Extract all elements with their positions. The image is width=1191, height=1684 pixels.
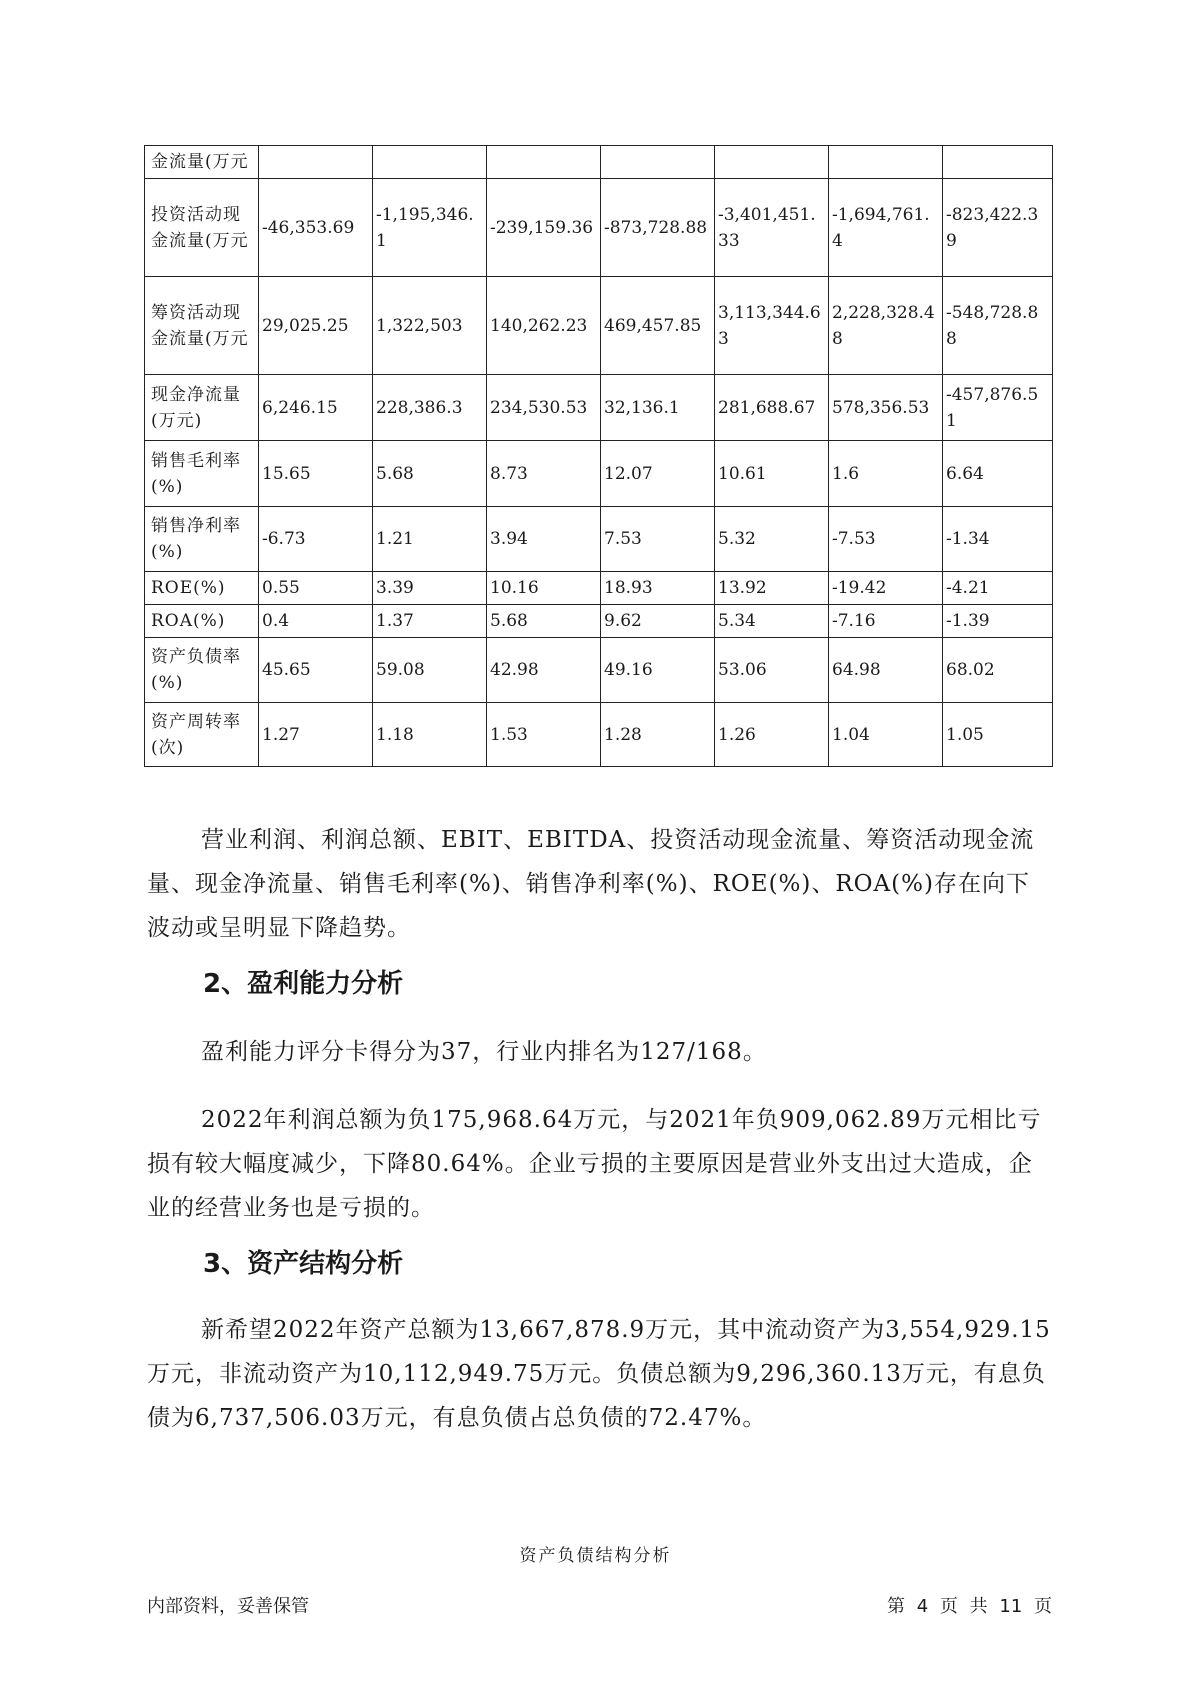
table-cell: 0.4: [259, 605, 373, 638]
table-cell: 5.34: [715, 605, 829, 638]
row-label-cell: [145, 638, 259, 703]
row-label-text: 资产负债率: [151, 647, 241, 667]
table-cell: 1.37: [373, 605, 487, 638]
table-cell: 1.26: [715, 703, 829, 767]
table-row: [145, 572, 1053, 605]
row-label-cell: [145, 507, 259, 572]
table-cell: -46,353.69: [259, 179, 373, 277]
table-cell: 29,025.25: [259, 277, 373, 375]
table-cell: [715, 146, 829, 179]
table-cell: 10.61: [715, 441, 829, 507]
table-row: [145, 605, 1053, 638]
table-cell: 1.04: [829, 703, 943, 767]
trend-summary-paragraph: 营业利润、利润总额、EBIT、EBITDA、投资活动现金流量、筹资活动现金流量、现金净流量、销售毛利率(%)、销售净利率(%)、ROE(%)、ROA(%)存在向下波动或呈明显下降趋势。: [147, 827, 1035, 941]
table-cell: 32,136.1: [601, 375, 715, 441]
profitability-score-paragraph: 盈利能力评分卡得分为37，行业内排名为127/168。: [201, 1039, 767, 1065]
row-label-text: 金流量(万元: [151, 230, 249, 251]
row-label-text: 现金净流量: [151, 384, 241, 405]
table-cell: -19.42: [829, 572, 943, 605]
table-cell: 1,322,503: [373, 277, 487, 375]
table-row: [145, 179, 1053, 277]
row-label-text: 投资活动现: [151, 204, 241, 225]
table-cell: 578,356.53: [829, 375, 943, 441]
table-cell: 2,228,328.48: [829, 277, 943, 375]
table-cell: 45.65: [259, 638, 373, 703]
row-label-text: 销售毛利率: [151, 450, 241, 471]
table-cell: 6,246.15: [259, 375, 373, 441]
table-row: [145, 277, 1053, 375]
table-cell: [829, 146, 943, 179]
table-cell: 228,386.3: [373, 375, 487, 441]
table-cell: 64.98: [829, 638, 943, 703]
row-label-text: 筹资活动现: [151, 302, 241, 323]
table-cell: 140,262.23: [487, 277, 601, 375]
row-label-cell: [145, 605, 259, 638]
table-row: [145, 146, 1053, 179]
row-label-text: (万元): [151, 410, 203, 431]
table-cell: 42.98: [487, 638, 601, 703]
row-label-text: ROA(%): [151, 611, 226, 631]
footer-page-number: 第 4 页 共 11 页: [887, 1596, 1052, 1617]
footer-confidential-note: 内部资料，妥善保管: [147, 1596, 309, 1617]
table-cell: [601, 146, 715, 179]
table-cell: [487, 146, 601, 179]
table-cell: -457,876.51: [943, 375, 1053, 441]
table-cell: 18.93: [601, 572, 715, 605]
table-cell: 59.08: [373, 638, 487, 703]
table-cell: 13.92: [715, 572, 829, 605]
row-label-cell: [145, 441, 259, 507]
table-cell: 10.16: [487, 572, 601, 605]
table-cell: [259, 146, 373, 179]
row-label-text: (%): [151, 673, 184, 693]
table-cell: 6.64: [943, 441, 1053, 507]
table-cell: -7.16: [829, 605, 943, 638]
table-cell: -1.39: [943, 605, 1053, 638]
table-cell: 5.68: [487, 605, 601, 638]
table-cell: 3,113,344.63: [715, 277, 829, 375]
table-cell: 234,530.53: [487, 375, 601, 441]
table-cell: -548,728.88: [943, 277, 1053, 375]
table-cell: 5.32: [715, 507, 829, 572]
row-label-cell: [145, 375, 259, 441]
table-cell: 0.55: [259, 572, 373, 605]
row-label-cell: [145, 703, 259, 767]
row-label-text: 销售净利率: [151, 516, 241, 536]
table-cell: 1.27: [259, 703, 373, 767]
section-heading-asset-structure: 3、资产结构分析: [203, 1249, 404, 1279]
table-cell: 469,457.85: [601, 277, 715, 375]
table-cell: -239,159.36: [487, 179, 601, 277]
table-cell: -4.21: [943, 572, 1053, 605]
table-row: [145, 507, 1053, 572]
table-row: [145, 375, 1053, 441]
row-label-text: 金流量(万元: [151, 152, 249, 172]
table-cell: -3,401,451.33: [715, 179, 829, 277]
table-cell: 1.18: [373, 703, 487, 767]
table-cell: 5.68: [373, 441, 487, 507]
table-cell: 1.21: [373, 507, 487, 572]
row-label-cell: [145, 277, 259, 375]
table-cell: -7.53: [829, 507, 943, 572]
table-cell: 68.02: [943, 638, 1053, 703]
asset-structure-paragraph: 新希望2022年资产总额为13,667,878.9万元，其中流动资产为3,554,929.15万元，非流动资产为10,112,949.75万元。负债总额为9,296,360.13万元，有息负债为6,737,506.03万元，有息负债占总负债的72.47%。: [147, 1317, 1051, 1431]
table-cell: [373, 146, 487, 179]
table-cell: -873,728.88: [601, 179, 715, 277]
table-cell: -1,195,346.1: [373, 179, 487, 277]
table-cell: 3.39: [373, 572, 487, 605]
financial-metrics-table: [144, 145, 1053, 767]
table-cell: 1.28: [601, 703, 715, 767]
table-cell: -823,422.39: [943, 179, 1053, 277]
table-cell: 15.65: [259, 441, 373, 507]
row-label-text: (%): [151, 542, 184, 562]
row-label-text: ROE(%): [151, 578, 226, 598]
row-label-cell: [145, 179, 259, 277]
table-cell: 9.62: [601, 605, 715, 638]
table-cell: -1,694,761.4: [829, 179, 943, 277]
table-cell: -6.73: [259, 507, 373, 572]
table-row: [145, 441, 1053, 507]
table-row: [145, 703, 1053, 767]
table-cell: -1.34: [943, 507, 1053, 572]
profit-analysis-paragraph: 2022年利润总额为负175,968.64万元，与2021年负909,062.89万元相比亏损有较大幅度减少，下降80.64%。企业亏损的主要原因是营业外支出过大造成，企业的经营业务也是亏损的。: [147, 1107, 1042, 1221]
table-cell: 1.6: [829, 441, 943, 507]
table-cell: 12.07: [601, 441, 715, 507]
row-label-text: (次): [151, 737, 185, 758]
row-label-text: 资产周转率: [151, 711, 241, 732]
chart-caption: 资产负债结构分析: [519, 1546, 672, 1566]
table-cell: 1.05: [943, 703, 1053, 767]
table-cell: 3.94: [487, 507, 601, 572]
table-cell: 8.73: [487, 441, 601, 507]
table-row: [145, 638, 1053, 703]
row-label-text: 金流量(万元: [151, 328, 249, 349]
table-cell: 281,688.67: [715, 375, 829, 441]
table-cell: 1.53: [487, 703, 601, 767]
row-label-cell: [145, 146, 259, 179]
table-cell: 53.06: [715, 638, 829, 703]
section-heading-profitability: 2、盈利能力分析: [203, 969, 404, 999]
row-label-text: (%): [151, 476, 184, 497]
table-cell: [943, 146, 1053, 179]
table-cell: 7.53: [601, 507, 715, 572]
row-label-cell: [145, 572, 259, 605]
table-cell: 49.16: [601, 638, 715, 703]
